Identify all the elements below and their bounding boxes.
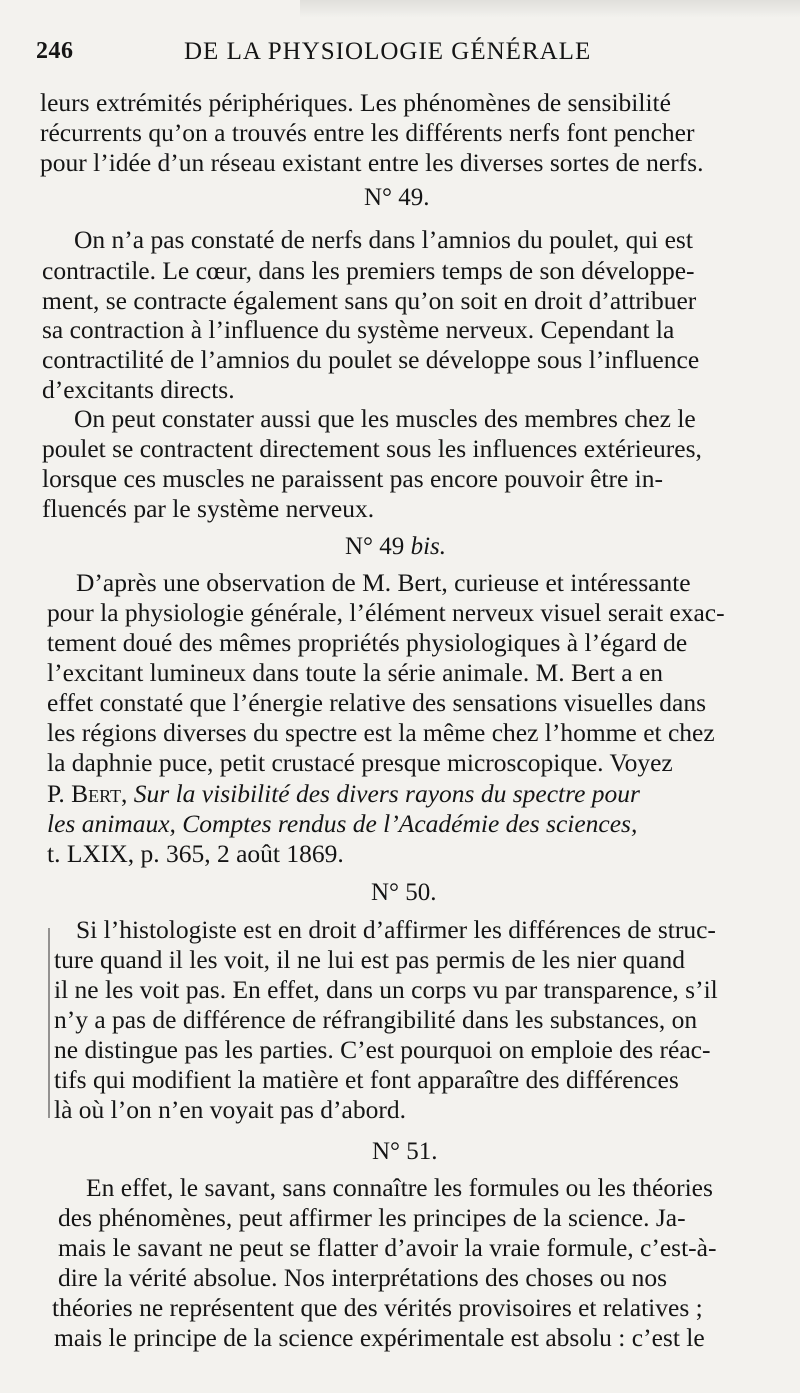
text-line: la daphnie puce, petit crustacé presque microscopique. Voyez bbox=[47, 748, 673, 777]
text-line: On peut constater aussi que les muscles des membres chez le bbox=[74, 404, 696, 433]
text-line: contractilité de l’amnios du poulet se développe sous l’influence bbox=[42, 345, 700, 374]
margin-line-mark bbox=[48, 928, 50, 1118]
text-line: dire la vérité absolue. Nos interprétations des choses ou nos bbox=[58, 1263, 668, 1292]
section-heading-49: N° 49. bbox=[364, 184, 430, 211]
section-heading-49-bis bbox=[345, 532, 446, 562]
text-line: pour la physiologie générale, l’élément nerveux visuel serait exac- bbox=[47, 598, 725, 627]
text-line: sa contraction à l’influence du système nerveux. Cependant la bbox=[42, 315, 675, 344]
text-line: fluencés par le système nerveux. bbox=[42, 494, 375, 523]
text-line: ment, se contracte également sans qu’on soit en droit d’attribuer bbox=[42, 286, 697, 315]
text-line: contractile. Le cœur, dans les premiers temps de son développe- bbox=[42, 256, 695, 285]
text-line: Si l’histologiste est en droit d’affirmer les différences de struc- bbox=[76, 915, 716, 944]
text-line: tement doué des mêmes propriétés physiologiques à l’égard de bbox=[47, 628, 688, 657]
text-line: mais le savant ne peut se flatter d’avoir la vraie formule, c’est-à- bbox=[58, 1233, 717, 1262]
text-line: lorsque ces muscles ne paraissent pas encore pouvoir être in- bbox=[42, 464, 663, 493]
citation-author: P. Bert, bbox=[47, 779, 128, 808]
citation-title: Sur la visibilité des divers rayons du spectre pour bbox=[133, 779, 640, 808]
text-line: En effet, le savant, sans connaître les formules ou les théories bbox=[86, 1173, 713, 1202]
text-line: On n’a pas constaté de nerfs dans l’amnios du poulet, qui est bbox=[74, 225, 693, 254]
text-line: d’excitants directs. bbox=[42, 375, 235, 404]
section-heading-51: N° 51. bbox=[372, 1138, 438, 1165]
citation-line: les animaux, Comptes rendus de l’Académie des sciences, bbox=[47, 809, 638, 838]
text-line: D’après une observation de M. Bert, curieuse et intéressante bbox=[76, 568, 691, 597]
text-line: ture quand il les voit, il ne lui est pas permis de les nier quand bbox=[54, 945, 685, 974]
text-line: il ne les voit pas. En effet, dans un corps vu par transparence, s’il bbox=[54, 975, 718, 1004]
page-number: 246 bbox=[36, 38, 74, 64]
text-line: n’y a pas de différence de réfrangibilité dans les substances, on bbox=[54, 1005, 698, 1034]
text-line: leurs extrémités périphériques. Les phénomènes de sensibilité bbox=[40, 88, 671, 117]
text-line: l’excitant lumineux dans toute la série animale. M. Bert a en bbox=[47, 658, 664, 687]
text-line: tifs qui modifient la matière et font apparaître des différences bbox=[54, 1065, 679, 1094]
text-line: poulet se contractent directement sous les influences extérieures, bbox=[42, 434, 702, 463]
text-line: effet constaté que l’énergie relative des sensations visuelles dans bbox=[47, 688, 707, 717]
citation-reference: t. LXIX, p. 365, 2 août 1869. bbox=[47, 839, 344, 868]
text-line: ne distingue pas les parties. C’est pourquoi on emploie des réac- bbox=[54, 1035, 711, 1064]
section-heading-suffix: bis. bbox=[410, 533, 446, 560]
text-line: théories ne représentent que des vérités provisoires et relatives ; bbox=[52, 1293, 703, 1322]
text-line: les régions diverses du spectre est la même chez l’homme et chez bbox=[47, 718, 715, 747]
running-title: DE LA PHYSIOLOGIE GÉNÉRALE bbox=[184, 38, 592, 65]
text-line: pour l’idée d’un réseau existant entre les diverses sortes de nerfs. bbox=[40, 148, 704, 177]
text-line: là où l’on n’en voyait pas d’abord. bbox=[54, 1095, 406, 1124]
citation-line bbox=[47, 779, 640, 809]
text-line: récurrents qu’on a trouvés entre les différents nerfs font pencher bbox=[40, 118, 695, 147]
text-line: des phénomènes, peut affirmer les principes de la science. Ja- bbox=[58, 1203, 686, 1232]
section-heading-50: N° 50. bbox=[371, 879, 437, 906]
text-line: mais le principe de la science expérimentale est absolu : c’est le bbox=[54, 1323, 705, 1352]
section-heading-number: N° 49 bbox=[345, 533, 405, 560]
